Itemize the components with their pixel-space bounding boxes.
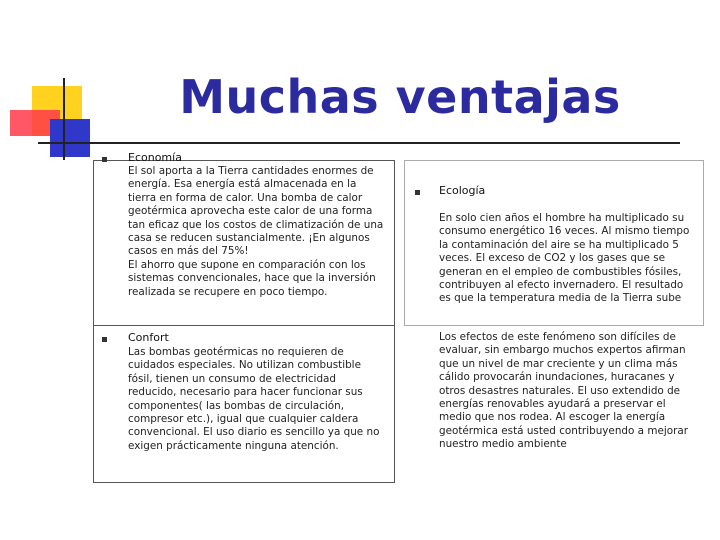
bullet-economia (102, 157, 107, 162)
slide-title: Muchas ventajas (179, 70, 621, 124)
economia-heading: Economía (128, 151, 182, 164)
decor-horizontal-line (38, 142, 680, 144)
economia-body: El sol aporta a la Tierra cantidades enormes de energía. Esa energía está almacenada en la tierra en forma de calor. Una bomba de calor geotérmica aprovecha este calor de una forma tan eficaz que los costos de climatización de una casa se reducen sustancialmente. ¡En algunos casos en más del 75%! El ahorro que supone en comparación con los sistemas convencionales, hace que la inversión realizada se recupere en poco tiempo. (128, 165, 384, 298)
decor-blue-square (50, 119, 90, 157)
left-box-divider (94, 325, 394, 326)
confort-body: Las bombas geotérmicas no requieren de cuidados especiales. No utilizan combustible fósil, tienen un consumo de electricidad reducido, necesario para hacer funcionar sus componentes( las bombas de circulación, compresor etc.), igual que cualquier caldera convencional. El uso diario es sencillo ya que no exigen prácticamente ninguna atención. (128, 346, 380, 452)
ecologia-body-1: En solo cien años el hombre ha multiplicado su consumo energético 16 veces. Al mismo tiempo la contaminación del aire se ha multiplicado 5 veces. El exceso de CO2 y los gases que se generan en el empleo de combustibles fósiles, contribuyen al efecto invernadero. El resultado es que la temperatura media de la Tierra sube (439, 212, 690, 305)
ecologia-heading: Ecología (439, 184, 486, 197)
confort-heading: Confort (128, 331, 169, 344)
decor-vertical-line (63, 78, 65, 160)
bullet-confort (102, 337, 107, 342)
ecologia-body-2: Los efectos de este fenómeno son difíciles de evaluar, sin embargo muchos expertos afirman que un nivel de mar creciente y un clima más cálido provocarán inundaciones, huracanes y otros desastres naturales. El uso extendido de energías renovables ayudará a preservar el medio que nos rodea. Al escoger la energía geotérmica está usted contribuyendo a mejorar nuestro medio ambiente (439, 331, 688, 451)
bullet-ecologia (415, 190, 420, 195)
